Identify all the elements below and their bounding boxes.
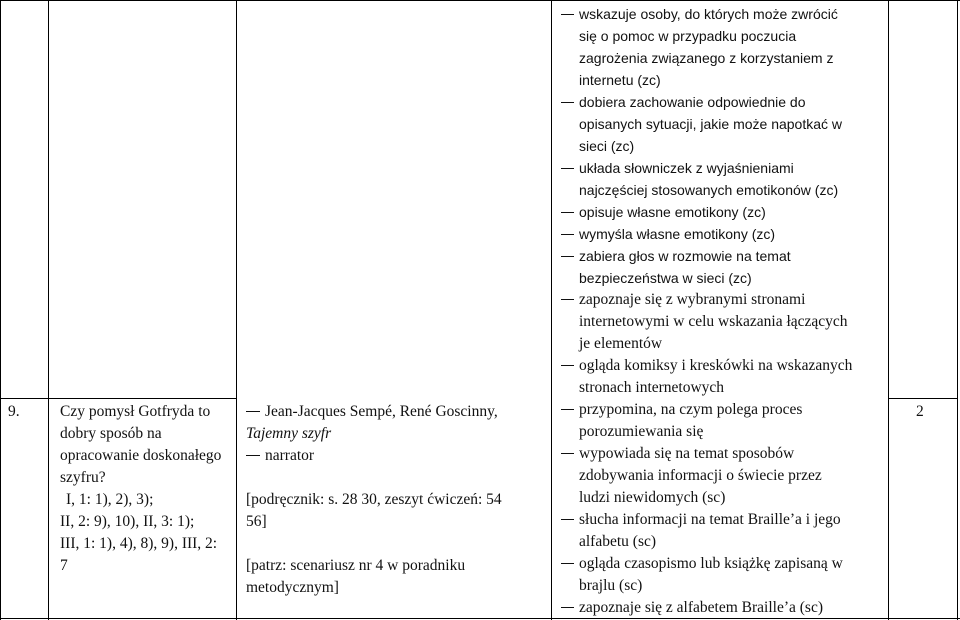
activity-item-continuation <box>561 333 891 355</box>
activity-text: stronach internetowych <box>579 379 725 396</box>
activity-item <box>561 91 891 113</box>
activities-list <box>561 3 891 619</box>
question-line: dobry sposób na <box>60 425 162 442</box>
reference-line: III, 1: 1), 4), 8), 9), III, 2: <box>60 535 218 552</box>
dash-bullet <box>246 455 260 456</box>
activity-text: zapoznaje się z wybranymi stronami <box>579 291 806 308</box>
activity-text: wymyśla własne emotikony (zc) <box>579 226 776 242</box>
activity-text: zagrożenia związanego z korzystaniem z <box>579 50 834 66</box>
reference-line: 7 <box>60 557 68 574</box>
question-line: szyfru? <box>60 469 106 486</box>
activity-text: ogląda czasopismo lub książkę zapisaną w <box>579 555 843 572</box>
activity-text: wskazuje osoby, do których może zwrócić <box>579 6 838 22</box>
question-line: opracowanie doskonałego <box>60 447 222 464</box>
activity-item <box>561 157 891 179</box>
dash-bullet <box>561 168 574 169</box>
column-divider <box>236 0 237 620</box>
activity-text: ludzi niewidomych (sc) <box>579 489 726 506</box>
activity-item-continuation <box>561 465 891 487</box>
table-border-left <box>0 0 1 620</box>
scenario-reference: [patrz: scenariusz nr 4 w poradniku <box>246 557 466 574</box>
activity-item-continuation <box>561 47 891 69</box>
book-title: Tajemny szyfr <box>246 425 332 442</box>
dash-bullet <box>561 256 574 257</box>
activity-text: się o pomoc w przypadku poczucia <box>579 28 797 44</box>
activity-text: porozumiewania się <box>579 423 704 440</box>
textbook-reference: [podręcznik: s. 28 30, zeszyt ćwiczeń: 54 <box>246 491 502 508</box>
activity-text: brajlu (sc) <box>579 577 643 594</box>
column-divider <box>551 0 552 620</box>
row-divider <box>888 398 958 399</box>
dash-bullet <box>561 519 574 520</box>
activity-item-continuation <box>561 487 891 509</box>
question-line: Czy pomysł Gotfryda to <box>60 403 211 420</box>
table-border-top <box>0 0 960 1</box>
activity-item-continuation <box>561 311 891 333</box>
activity-text: ogląda komiksy i kreskówki na wskazanych <box>579 357 853 374</box>
activity-text: bezpieczeństwa w sieci (zc) <box>579 270 752 286</box>
activity-text: zdobywania informacji o świecie przez <box>579 467 822 484</box>
activity-text: opisuje własne emotikony (zc) <box>579 204 766 220</box>
dash-bullet <box>561 102 574 103</box>
dash-bullet <box>561 607 574 608</box>
activity-text: zabiera głos w rozmowie na temat <box>579 248 791 264</box>
activity-text: opisanych sytuacji, jakie może napotkać w <box>579 116 843 132</box>
activity-text: najczęściej stosowanych emotikonów (zc) <box>579 182 839 198</box>
dash-bullet <box>561 453 574 454</box>
activity-item-continuation <box>561 25 891 47</box>
activity-item <box>561 597 891 619</box>
activity-text: internetu (zc) <box>579 72 661 88</box>
activity-item-continuation <box>561 575 891 597</box>
dash-bullet <box>561 212 574 213</box>
textbook-reference: 56] <box>246 513 267 530</box>
activity-item <box>561 289 891 311</box>
activity-item <box>561 245 891 267</box>
dash-bullet <box>561 14 574 15</box>
row-divider <box>0 398 236 399</box>
activity-item <box>561 355 891 377</box>
row-number: 9. <box>8 403 20 420</box>
activity-item <box>561 223 891 245</box>
activity-text: przypomina, na czym polega proces <box>579 401 803 418</box>
activity-item-continuation <box>561 267 891 289</box>
table-border-right <box>957 0 958 620</box>
dash-bullet <box>561 299 574 300</box>
activity-text: układa słowniczek z wyjaśnieniami <box>579 160 794 176</box>
dash-bullet <box>246 411 260 412</box>
activity-item-continuation <box>561 377 891 399</box>
activity-item-continuation <box>561 421 891 443</box>
activity-item <box>561 443 891 465</box>
column-divider <box>48 0 49 620</box>
dash-bullet <box>561 365 574 366</box>
activity-text: alfabetu (sc) <box>579 533 657 550</box>
dash-bullet <box>561 234 574 235</box>
activity-text: wypowiada się na temat sposobów <box>579 445 795 462</box>
reference-line: I, 1: 1), 2), 3); <box>66 491 154 508</box>
reference-line: II, 2: 9), 10), II, 3: 1); <box>60 513 195 530</box>
activity-item-continuation <box>561 531 891 553</box>
activity-item-continuation <box>561 135 891 157</box>
activity-item-continuation <box>561 113 891 135</box>
hours-value: 2 <box>916 403 924 420</box>
activity-text: zapoznaje się z alfabetem Braille’a (sc) <box>579 599 823 616</box>
activity-item <box>561 399 891 421</box>
activity-item <box>561 509 891 531</box>
activity-text: internetowymi w celu wskazania łączących <box>579 313 848 330</box>
narrator-label: narrator <box>265 447 315 464</box>
dash-bullet <box>561 409 574 410</box>
dash-bullet <box>561 563 574 564</box>
activity-text: sieci (zc) <box>579 138 635 154</box>
activity-item-continuation <box>561 69 891 91</box>
scenario-reference: metodycznym] <box>246 579 339 596</box>
activity-item <box>561 201 891 223</box>
activity-item <box>561 553 891 575</box>
activity-text: dobiera zachowanie odpowiednie do <box>579 94 806 110</box>
activity-item-continuation <box>561 179 891 201</box>
activity-text: słucha informacji na temat Braille’a i jego <box>579 511 841 528</box>
activity-item <box>561 3 891 25</box>
activity-text: je elementów <box>579 335 663 352</box>
book-author: Jean-Jacques Sempé, René Goscinny, <box>265 403 498 420</box>
